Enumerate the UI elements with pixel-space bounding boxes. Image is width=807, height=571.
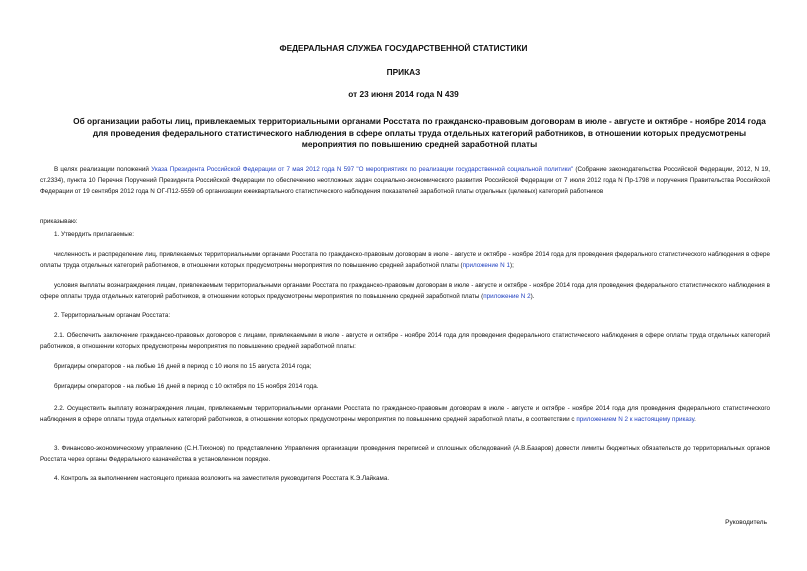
item-1b-text: условия выплаты вознаграждения лицам, привлекаемым территориальными органами Росстата по гражданско-правовым договорам в июле - августе и октябре - ноябре 2014 года для проведения федерального статистического наблюдения в сфере оплаты труда отдельных категорий работников, в отношении которых предусмотрены мероприятия по повышению средней заработной платы ( <box>40 282 770 300</box>
agency-title: ФЕДЕРАЛЬНАЯ СЛУЖБА ГОСУДАРСТВЕННОЙ СТАТИСТИКИ <box>279 43 528 53</box>
item-1b-end: ). <box>530 292 535 300</box>
intro-prefix: В целях реализации положений <box>54 166 152 173</box>
appendix-1-link[interactable]: приложение N 1 <box>462 261 510 269</box>
intro-suffix: (Собрание законодательства Российской Федерации, 2012, N 19, ст.2334), пункта 10 Перечня Поручений Президента Российской Федерации по обеспечению неотложных задач социально-экономического развития Российской Федерации от 7 июля 2012 года N Пр-1798 и поручения Правительства Российской Федерации от 19 сентября 2012 года N ОГ-П12-5559 об организации ежеквартального статистического наблюдения показателей заработной платы отдельных (целевых) категорий работников <box>40 166 771 195</box>
document-subject: Об организации работы лиц, привлекаемых территориальными органами Росстата по гражданско-правовым договорам в июле - августе и октябре - ноябре 2014 года для проведения федерального статистического наблюдения в сфере оплаты труда отдельных категорий работников, в отношении которых предусмотрены мероприятия по повышению средней заработной платы <box>73 116 766 149</box>
signature-title: Руководитель <box>725 519 767 526</box>
item-2-2-end: . <box>694 415 696 423</box>
item-2: 2. Территориальным органам Росстата: <box>54 312 171 319</box>
document-type: ПРИКАЗ <box>386 67 421 77</box>
appendix-2-order-link[interactable]: приложением N 2 к настоящему приказу <box>576 415 695 423</box>
item-4: 4. Контроль за выполнением настоящего приказа возложить на заместителя руководителя Росстата К.Э.Лайкама. <box>54 475 390 482</box>
item-1a-end: ); <box>509 261 514 269</box>
intro-paragraph <box>40 165 770 197</box>
brigade-period-2: бригадиры операторов - на любые 16 дней в период с 10 октября по 15 ноября 2014 года. <box>54 383 319 390</box>
item-1a <box>40 250 770 272</box>
item-2-2-text: 2.2. Осуществить выплату вознаграждения лицам, привлекаемым территориальными органами Росстата по гражданско-правовым договорам в июле - августе и октябре - ноябре 2014 года для проведения федерального статистического наблюдения в сфере оплаты труда отдельных категорий работников, в отношении которых предусмотрены мероприятия по повышению средней заработной платы, в соответствии с <box>40 405 770 423</box>
item-3: 3. Финансово-экономическому управлению (С.Н.Тихонов) по представлению Управления организации проведения переписей и сплошных обследований (А.В.Базаров) довести лимиты бюджетных обязательств до территориальных органов Росстата через органы Федерального казначейства в установленном порядке. <box>40 445 770 463</box>
decree-word: приказываю: <box>40 218 78 225</box>
item-1a-text: численность и распределение лиц, привлекаемых территориальными органами Росстата по гражданско-правовым договорам в июле - августе и октябре - ноябре 2014 года для проведения федерального статистического наблюдения в сфере оплаты труда отдельных категорий работников, в отношении которых предусмотрены мероприятия по повышению средней заработной платы ( <box>40 251 770 269</box>
decree-597-link[interactable]: Указа Президента Российской Федерации от 7 мая 2012 года N 597 "О мероприятиях по реализации государственной социальной политики" <box>151 166 574 173</box>
item-1: 1. Утвердить прилагаемые: <box>54 231 134 238</box>
brigade-period-1: бригадиры операторов - на любые 16 дней в период с 10 июля по 15 августа 2014 года; <box>54 363 312 370</box>
item-1b <box>40 281 770 303</box>
document-date-number: от 23 июня 2014 года N 439 <box>348 89 459 99</box>
item-2-1: 2.1. Обеспечить заключение гражданско-правовых договоров с лицами, привлекаемыми в июле - августе и октябре - ноябре 2014 года для проведения федерального статистического наблюдения в сфере оплаты труда отдельных категорий работников, в отношении которых предусмотрены мероприятия по повышению средней заработной платы: <box>40 332 770 350</box>
appendix-2-link[interactable]: приложение N 2 <box>483 292 531 300</box>
item-2-2 <box>40 404 770 426</box>
